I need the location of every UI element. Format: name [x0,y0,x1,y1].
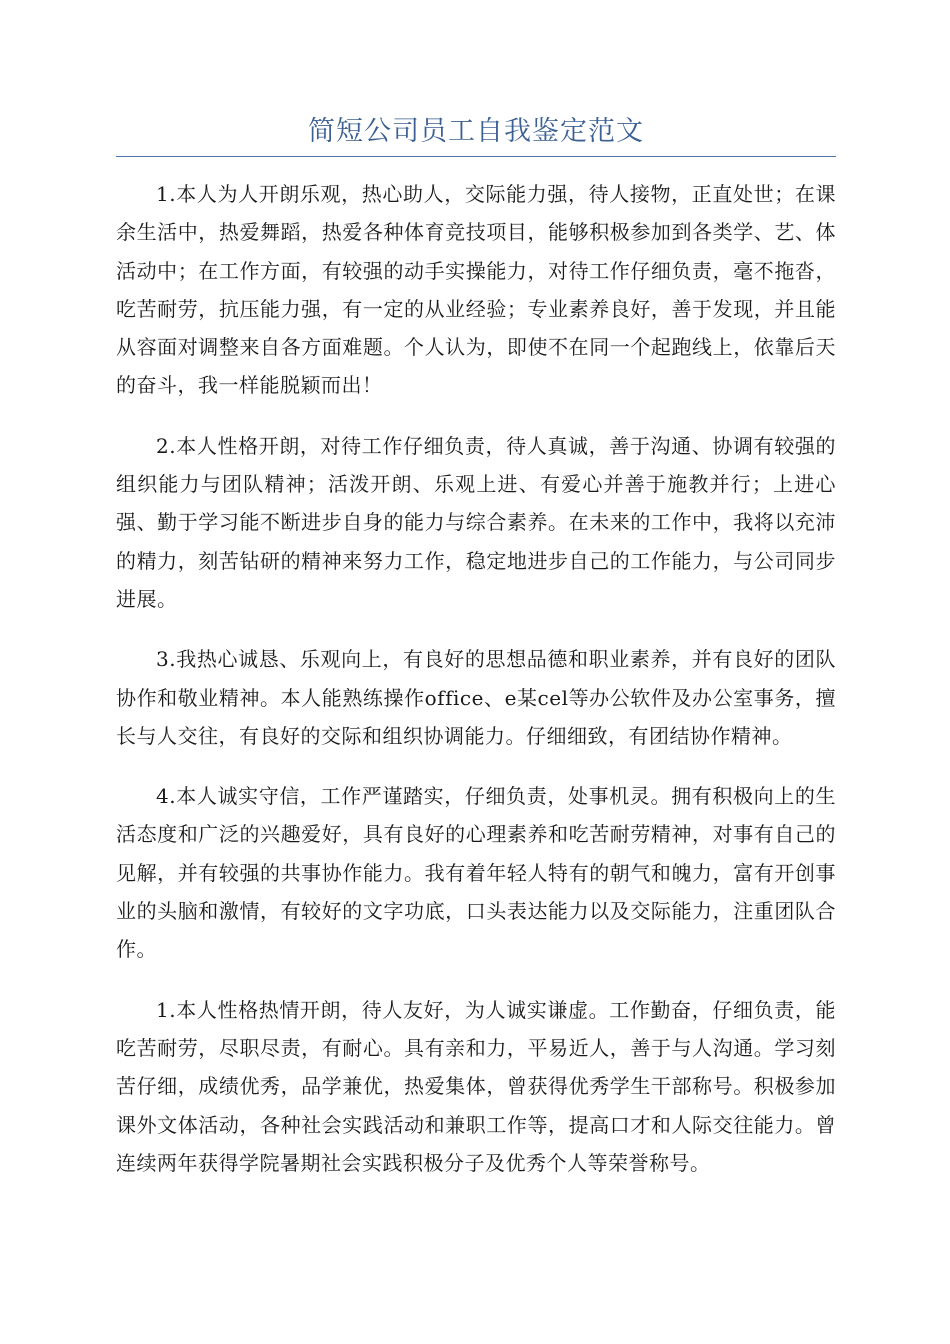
document-title: 简短公司员工自我鉴定范文 [116,112,836,157]
paragraph: 4.本人诚实守信，工作严谨踏实，仔细负责，处事机灵。拥有积极向上的生活态度和广泛的兴趣爱好，具有良好的心理素养和吃苦耐劳精神，对事有自己的见解，并有较强的共事协作能力。我有着年轻人特有的朝气和魄力，富有开创事业的头脑和激情，有较好的文字功底，口头表达能力以及交际能力，注重团队合作。 [116,784,836,962]
paragraph: 3.我热心诚恳、乐观向上，有良好的思想品德和职业素养，并有良好的团队协作和敬业精神。本人能熟练操作office、e某cel等办公软件及办公室事务，擅长与人交往，有良好的交际和组织协调能力。仔细细致，有团结协作精神。 [116,647,836,748]
paragraph: 1.本人为人开朗乐观，热心助人，交际能力强，待人接物，正直处世；在课余生活中，热爱舞蹈，热爱各种体育竞技项目，能够积极参加到各类学、艺、体活动中；在工作方面，有较强的动手实操能力，对待工作仔细负责，毫不拖沓，吃苦耐劳，抗压能力强，有一定的从业经验；专业素养良好，善于发现，并且能从容面对调整来自各方面难题。个人认为，即使不在同一个起跑线上，依靠后天的奋斗，我一样能脱颖而出！ [116,182,836,398]
document-page [116,112,836,1204]
paragraph: 2.本人性格开朗，对待工作仔细负责，待人真诚，善于沟通、协调有较强的组织能力与团队精神；活泼开朗、乐观上进、有爱心并善于施教并行；上进心强、勤于学习能不断进步自身的能力与综合素养。在未来的工作中，我将以充沛的精力，刻苦钻研的精神来努力工作，稳定地进步自己的工作能力，与公司同步进展。 [116,433,836,611]
paragraph: 1.本人性格热情开朗，待人友好，为人诚实谦虚。工作勤奋，仔细负责，能吃苦耐劳，尽职尽责，有耐心。具有亲和力，平易近人，善于与人沟通。学习刻苦仔细，成绩优秀，品学兼优，热爱集体，曾获得优秀学生干部称号。积极参加课外文体活动，各种社会实践活动和兼职工作等，提高口才和人际交往能力。曾连续两年获得学院暑期社会实践积极分子及优秀个人等荣誉称号。 [116,997,836,1175]
document-body [116,175,836,1182]
